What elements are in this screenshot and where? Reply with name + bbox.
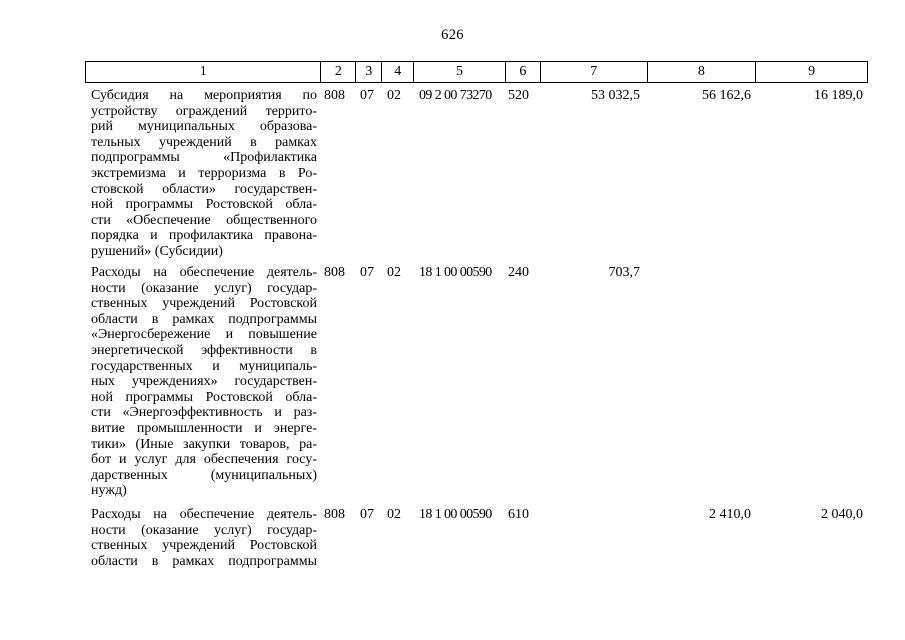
- description-line: Субсидия на мероприятия по: [91, 88, 317, 103]
- cell-amount-7: 703,7: [608, 265, 640, 280]
- cell-target-article: 18 1 00 00590: [419, 265, 492, 280]
- page-number: 626: [441, 27, 464, 43]
- description-line: сти «Обеспечение общественного: [91, 212, 317, 228]
- table-header-row: [85, 61, 868, 83]
- cell-expense-type: 520: [508, 88, 529, 103]
- description-line: экстремизма и терроризма в Ро-: [91, 165, 317, 181]
- row-description: [85, 265, 321, 499]
- description-line: тельных учреждений в рамках: [91, 134, 317, 150]
- cell-subsection: 02: [387, 88, 401, 103]
- cell-ministry-code: 808: [324, 507, 345, 522]
- cell-section: 07: [360, 88, 374, 103]
- header-col-1: 1: [86, 62, 321, 82]
- header-col-3: 3: [356, 62, 382, 82]
- cell-expense-type: 240: [508, 265, 529, 280]
- description-line: «Энергосбережение и повышение: [91, 327, 317, 343]
- description-line: Расходы на обеспечение деятель-: [91, 265, 317, 280]
- cell-amount-8: [648, 265, 757, 499]
- header-col-2: 2: [321, 62, 356, 82]
- row-description: [85, 507, 321, 569]
- description-line: области в рамках подпрограммы: [91, 311, 317, 327]
- description-line: ных учреждениях» государствен-: [91, 374, 317, 390]
- cell-amount-9: 2 040,0: [821, 507, 863, 522]
- cell-subsection: 02: [387, 265, 401, 280]
- description-line: устройству ограждений террито-: [91, 103, 317, 119]
- description-line: сти «Энергоэффективность и раз-: [91, 405, 317, 421]
- cell-section: 07: [360, 507, 374, 522]
- description-line: порядка и профилактика правона-: [91, 228, 317, 244]
- description-line: подпрограммы «Профилактика: [91, 150, 317, 166]
- description-line: стовской области» государствен-: [91, 181, 317, 197]
- description-line: дарственных (муниципальных): [91, 467, 317, 483]
- description-line: тики» (Иные закупки товаров, ра-: [91, 436, 317, 452]
- header-col-4: 4: [382, 62, 414, 82]
- header-col-6: 6: [506, 62, 541, 82]
- cell-ministry-code: 808: [324, 88, 345, 103]
- description-line: ственных учреждений Ростовской: [91, 538, 317, 554]
- cell-subsection: 02: [387, 507, 401, 522]
- cell-amount-7: 53 032,5: [591, 88, 640, 103]
- table-row: [85, 88, 868, 260]
- cell-ministry-code: 808: [324, 265, 345, 280]
- header-col-8: 8: [648, 62, 757, 82]
- cell-target-article: 18 1 00 00590: [419, 507, 492, 522]
- description-line: области в рамках подпрограммы: [91, 553, 317, 569]
- table-row: [85, 265, 868, 499]
- cell-target-article: 09 2 00 73270: [419, 88, 492, 103]
- description-line: витие промышленности и энерге-: [91, 420, 317, 436]
- cell-amount-8: 56 162,6: [702, 88, 751, 103]
- description-line: энергетической эффективности в: [91, 342, 317, 358]
- description-line: государственных и муниципаль-: [91, 358, 317, 374]
- description-line: нужд): [91, 483, 127, 499]
- description-line: ности (оказание услуг) государ-: [91, 280, 317, 296]
- cell-section: 07: [360, 265, 374, 280]
- cell-amount-9: 16 189,0: [814, 88, 863, 103]
- description-line: бот и услуг для обеспечения госу-: [91, 452, 317, 468]
- cell-expense-type: 610: [508, 507, 529, 522]
- cell-amount-9: [757, 265, 868, 499]
- header-col-7: 7: [541, 62, 648, 82]
- description-line: ственных учреждений Ростовской: [91, 296, 317, 312]
- description-line: ности (оказание услуг) государ-: [91, 522, 317, 538]
- cell-amount-8: 2 410,0: [709, 507, 751, 522]
- description-line: рий муниципальных образова-: [91, 119, 317, 135]
- header-col-9: 9: [808, 64, 816, 79]
- table-row: [85, 507, 868, 569]
- description-line: Расходы на обеспечение деятель-: [91, 507, 317, 522]
- description-line: ной программы Ростовской обла-: [91, 197, 317, 213]
- description-line: ной программы Ростовской обла-: [91, 389, 317, 405]
- description-line: рушений» (Субсидии): [91, 243, 223, 259]
- cell-amount-7: [541, 507, 648, 569]
- row-description: [85, 88, 321, 260]
- header-col-5: 5: [414, 62, 506, 82]
